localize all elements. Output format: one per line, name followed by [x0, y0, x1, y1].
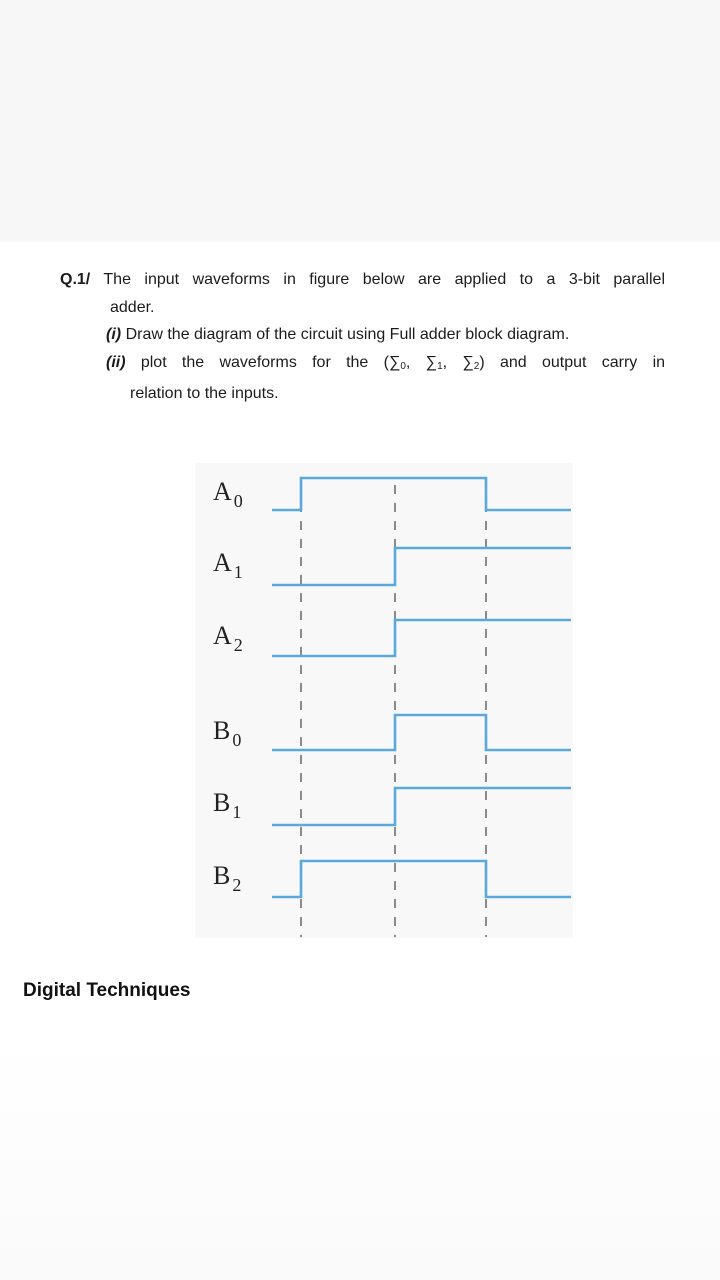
question-part-i [60, 321, 665, 349]
signal-label-b2: B $_2$ [213, 861, 242, 895]
waveform-a2 [272, 620, 571, 656]
question-part-ii: (ii) plot the waveforms for the ($\sum_0$, $\sum_1$, $\sum_2$) and output carry in [106, 353, 666, 372]
subject-footer: Digital Techniques [23, 980, 191, 1001]
waveform-figure [195, 463, 573, 938]
waveform-b0 [272, 715, 571, 750]
part-i-number: (i) [106, 326, 122, 343]
question-block [60, 266, 665, 408]
question-part-ii-line-2: relation to the inputs. [130, 385, 279, 402]
question-line-1 [60, 266, 665, 294]
bottom-blank-area [0, 1035, 720, 1280]
waveform-a1 [272, 548, 571, 585]
signal-label-a0: A $_0$ [213, 477, 243, 511]
signal-label-a2: A $_2$ [213, 621, 243, 655]
question-label: Q.1/ [60, 271, 91, 288]
question-line-2: adder. [110, 298, 155, 316]
top-blank-area [0, 0, 720, 242]
signal-label-b1: B $_1$ [213, 788, 242, 822]
part-ii-number: (ii) [106, 353, 126, 371]
waveform-b2 [272, 861, 571, 897]
question-intro: The input waveforms in figure below are applied to a 3-bit parallel [103, 271, 665, 288]
signal-label-a1: A $_1$ [213, 548, 243, 582]
part-i-text: Draw the diagram of the circuit using Full adder block diagram. [125, 326, 570, 343]
waveform-diagram [195, 463, 573, 938]
waveform-b1 [272, 788, 571, 825]
waveform-a0 [272, 478, 571, 510]
signal-label-b0: B $_0$ [213, 716, 242, 750]
